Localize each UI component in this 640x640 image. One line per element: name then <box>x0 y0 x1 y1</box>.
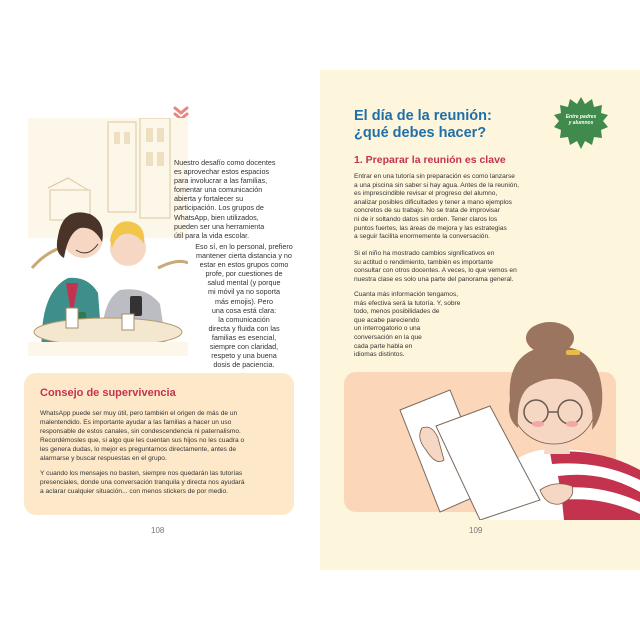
personal-line: mantener cierta distancia y no <box>196 251 292 261</box>
page-number-right: 109 <box>469 526 483 535</box>
tip-line: les genera dudas, lo mejor es preguntarnos directamente, antes de <box>40 446 237 453</box>
body-line: consultar con otros docentes. A veces, lo que vemos en <box>354 267 517 275</box>
personal-line: familias es esencial, <box>211 332 277 342</box>
body-line: es imprescindible revisar el progreso del alumno, <box>354 190 498 198</box>
badge-label <box>554 114 608 126</box>
intro-line: participación. Los grupos de <box>174 203 264 213</box>
intro-line: pueden ser una herramienta <box>174 221 265 231</box>
body-line: idiomas distintos. <box>354 351 405 359</box>
body-line: más efectiva será la tutoría. Y, sobre <box>354 299 461 307</box>
personal-line: la comunicación <box>218 314 270 324</box>
body-line: Si el niño ha mostrado cambios significativos en <box>354 250 495 257</box>
section-title <box>354 108 534 142</box>
intro-line: Nuestro desafío como docentes <box>174 158 276 167</box>
body-line: Cuanta más información tengamos, <box>354 291 459 298</box>
tip-line: a aclarar cualquier situación... con menos stickers de por medio. <box>40 488 229 495</box>
intro-line: es aprovechar estos espacios <box>174 167 270 177</box>
intro-paragraph <box>174 158 294 240</box>
tip-line: presenciales, donde una conversación tranquila y directa nos ayudará <box>40 479 245 486</box>
consult-paragraph <box>354 250 604 284</box>
body-line: puntos fuertes, las áreas de mejora y las estrategias <box>354 224 507 232</box>
personal-line: dosis de paciencia. <box>213 360 275 370</box>
personal-line: salud mental (y porque <box>207 278 281 288</box>
intro-line: fomentar una comunicación <box>174 185 263 195</box>
tip-line: responsable de estos canales, sin condescendencia ni paternalismo. <box>40 428 241 435</box>
survival-tip-box <box>24 373 294 515</box>
tip-line: malentendido. Es importante ayudar a las familias a hacer un uso <box>40 419 232 426</box>
preparation-paragraph <box>354 173 604 242</box>
tip-line: alarmarse y buscar respuestas en el grupo. <box>40 455 167 462</box>
survival-tip-paragraph-1 <box>40 409 290 463</box>
tip-line: Y cuando los mensajes no basten, siempre nos quedarán las tutorías <box>40 470 243 477</box>
body-line: Entrar en una tutoría sin preparación es como lanzarse <box>354 173 515 180</box>
cafe-illustration <box>28 118 188 356</box>
personal-line: Eso sí, en lo personal, prefiero <box>195 242 293 251</box>
page-number-left: 108 <box>151 526 165 535</box>
intro-line: útil para la vida escolar. <box>174 230 250 240</box>
right-page <box>320 70 640 570</box>
body-line: a seguir facilita enormemente la conversación. <box>354 233 490 241</box>
personal-line: directa y fluida con las <box>208 323 280 333</box>
personal-line: mi móvil ya no soporta <box>208 287 280 297</box>
body-line: cada parte habla en <box>354 342 413 350</box>
personal-line: siempre con claridad, <box>209 342 279 352</box>
body-line: nuestra clase es solo una parte del panorama general. <box>354 275 514 283</box>
personal-line: respeto y una buena <box>211 351 277 361</box>
body-line: analizar posibles dificultades y tener a mano ejemplos <box>354 198 512 206</box>
section-title-line-1: El día de la reunión: <box>354 108 492 124</box>
personal-paragraph <box>189 242 299 369</box>
teacher-reading-illustration <box>340 320 640 520</box>
body-line: que acabe pareciendo <box>354 316 420 324</box>
body-line: un interrogatorio o una <box>354 325 421 333</box>
badge-line-1: Entre padres <box>565 114 597 120</box>
body-line: conversación en la que <box>354 333 422 341</box>
survival-tip-title: Consejo de supervivencia <box>40 387 176 399</box>
tip-line: WhatsApp puede ser muy útil, pero también el origen de más de un <box>40 410 238 417</box>
left-page <box>0 70 320 570</box>
tip-line: Recordémosles que, si algo que les cuentan sus hijos no les cuadra o <box>40 437 245 444</box>
personal-line: más emojis). Pero <box>215 296 273 306</box>
body-line: concretos de su trabajo. No se trata de improvisar <box>354 207 500 215</box>
intro-line: abierta y fortalecer su <box>174 194 244 204</box>
badge-line-2: y alumnos <box>568 120 594 126</box>
personal-line: una cosa está clara: <box>211 305 277 315</box>
intro-line: WhatsApp, bien utilizados, <box>174 212 259 222</box>
personal-line: profe, por cuestiones de <box>205 269 283 279</box>
body-line: su actitud o rendimiento, también es importante <box>354 258 493 266</box>
body-line: ni de ir soltando datos sin orden. Tener claros los <box>354 215 498 223</box>
body-line: a una piscina sin saber si hay agua. Antes de la reunión, <box>354 181 519 189</box>
body-line: todo, menos posibilidades de <box>354 308 440 316</box>
survival-tip-paragraph-2 <box>40 469 290 496</box>
subsection-title: 1. Preparar la reunión es clave <box>354 154 506 166</box>
section-title-line-2: ¿qué debes hacer? <box>354 125 487 141</box>
personal-line: estar en estos grupos como <box>199 260 289 270</box>
intro-line: para involucrar a las familias, <box>174 176 268 186</box>
